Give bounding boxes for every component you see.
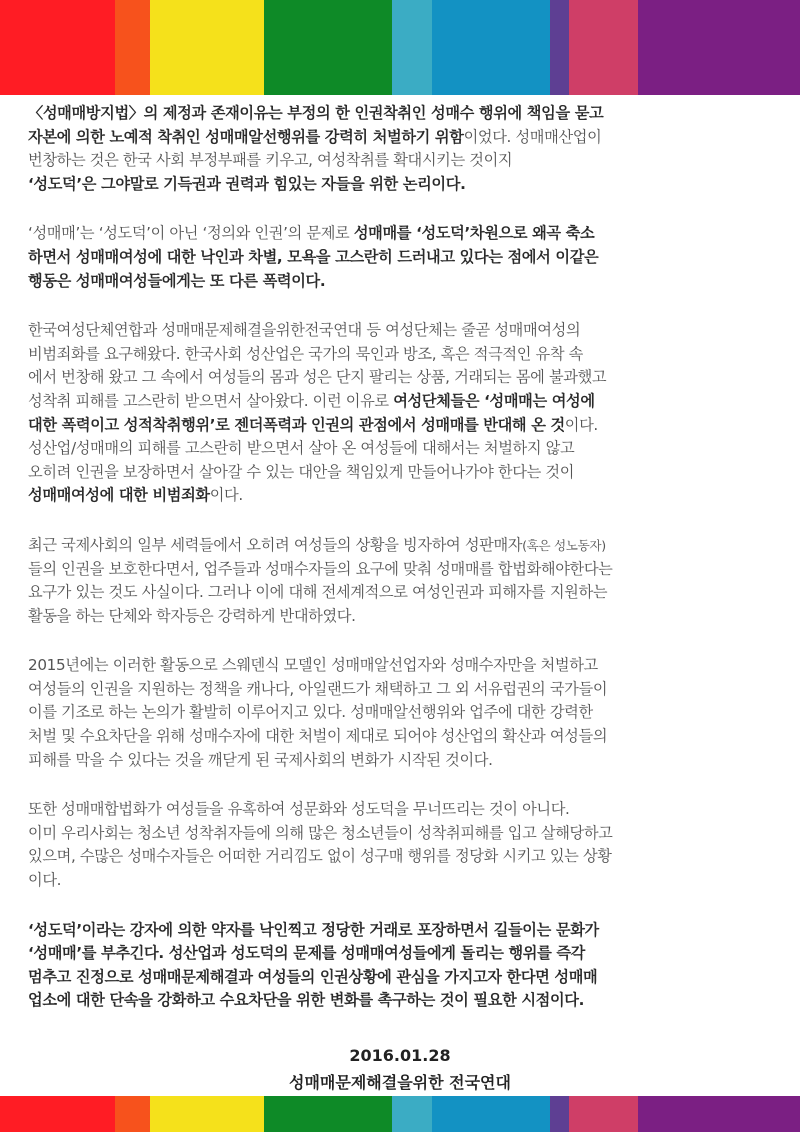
body-text: 들의 인권을 보호한다면서, 업주들과 성매수자들의 요구에 맞춰 성매매를 합법화해야한다는 — [28, 559, 613, 578]
text-line — [28, 534, 778, 558]
paragraph — [28, 919, 778, 1013]
stripe-band — [392, 1096, 432, 1132]
emphasized-text: 하면서 성매매여성에 대한 낙인과 차별, 모욕을 고스란히 드러내고 있다는 점에서 이같은 — [28, 247, 599, 266]
emphasized-text: 여성단체들은 ‘성매매는 여성에 — [393, 391, 595, 410]
stripe-band — [0, 1096, 115, 1132]
body-text: (혹은 성노동자) — [522, 537, 606, 553]
body-text: 번창하는 것은 한국 사회 부정부패를 키우고, 여성착취를 확대시키는 것이지 — [28, 151, 513, 170]
emphasized-text: 대한 폭력이고 성적착취행위’로 젠더폭력과 인권의 관점에서 성매매를 반대해 온 것 — [28, 415, 565, 434]
text-line — [28, 343, 778, 367]
stripe-band — [569, 0, 638, 95]
emphasized-text: 멈추고 진정으로 성매매문제해결과 여성들의 인권상황에 관심을 가지고자 한다면 성매매 — [28, 967, 598, 986]
body-text: 성산업/성매매의 피해를 고스란히 받으면서 살아 온 여성들에 대해서는 처벌하지 않고 — [28, 439, 575, 458]
text-line — [28, 654, 778, 678]
rainbow-stripe-top — [0, 0, 800, 95]
text-line — [28, 319, 778, 343]
text-line — [28, 725, 778, 749]
paragraph — [28, 654, 778, 772]
stripe-band — [0, 0, 115, 95]
body-text: 2015년에는 이러한 활동으로 스웨덴식 모델인 성매매알선업자와 성매수자만을 처벌하고 — [28, 656, 598, 675]
body-text: 이다. — [28, 871, 62, 890]
emphasized-text: ‘성도덕’이라는 강자에 의한 약자를 낙인찍고 정당한 거래로 포장하면서 길들이는 문화가 — [28, 920, 599, 939]
body-text: 피해를 막을 수 있다는 것을 깨닫게 된 국제사회의 변화가 시작된 것이다. — [28, 750, 493, 769]
statement-body — [28, 102, 778, 1039]
body-text: 비범죄화를 요구해왔다. 한국사회 성산업은 국가의 묵인과 방조, 혹은 적극적인 유착 속 — [28, 344, 583, 363]
emphasized-text: 〈성매매방지법〉의 제정과 존재이유는 부정의 한 인권착취인 성매수 행위에 책임을 묻고 — [28, 104, 604, 122]
body-text: 있으며, 수많은 성매수자들은 어떠한 거리낌도 없이 성구매 행위를 정당화 시키고 있는 상황 — [28, 847, 612, 866]
text-line — [28, 749, 778, 773]
text-line — [28, 173, 778, 197]
stripe-band — [432, 0, 550, 95]
body-text: 요구가 있는 것도 사실이다. 그러나 이에 대해 전세계적으로 여성인권과 피해자를 지원하는 — [28, 583, 608, 602]
text-line — [28, 126, 778, 150]
text-line — [28, 366, 778, 390]
stripe-band — [264, 0, 392, 95]
stripe-band — [150, 0, 264, 95]
body-text: 이다. — [209, 486, 243, 505]
body-text: 처벌 및 수요차단을 위해 성매수자에 대한 처벌이 제대로 되어야 성산업의 확산과 여성들의 — [28, 727, 608, 746]
stripe-band — [638, 0, 800, 95]
stripe-band — [550, 0, 569, 95]
text-line — [28, 678, 778, 702]
body-text: 이다. — [564, 415, 598, 434]
emphasized-text: 행동은 성매매여성들에게는 또 다른 폭력이다. — [28, 271, 326, 290]
text-line — [28, 701, 778, 725]
stripe-band — [638, 1096, 800, 1132]
text-line — [28, 919, 778, 943]
paragraph — [28, 222, 778, 293]
stripe-band — [150, 1096, 264, 1132]
text-line — [28, 484, 778, 508]
body-text: 여성들의 인권을 지원하는 정책을 캐나다, 아일랜드가 채택하고 그 외 서유럽권의 국가들이 — [28, 679, 608, 698]
text-line — [28, 437, 778, 461]
body-text: 최근 국제사회의 일부 세력들에서 오히려 여성들의 상황을 빙자하여 성판매자 — [28, 535, 523, 554]
emphasized-text: 성매매를 ‘성도덕’차원으로 왜곡 축소 — [353, 224, 595, 243]
text-line — [28, 414, 778, 438]
paragraph — [28, 102, 778, 196]
text-line — [28, 798, 778, 822]
stripe-band — [432, 1096, 550, 1132]
emphasized-text: 성매매여성에 대한 비범죄화 — [28, 486, 210, 505]
text-line — [28, 270, 778, 294]
text-line — [28, 581, 778, 605]
emphasized-text: 자본에 의한 노예적 착취인 성매매알선행위를 강력히 처벌하기 위함 — [28, 127, 464, 146]
text-line — [28, 246, 778, 270]
stripe-band — [569, 1096, 638, 1132]
text-line — [28, 966, 778, 990]
text-line — [28, 461, 778, 485]
stripe-band — [392, 0, 432, 95]
text-line — [28, 149, 778, 173]
paragraph — [28, 798, 778, 892]
text-line — [28, 989, 778, 1013]
body-text: 이를 기조로 하는 논의가 활발히 이루어지고 있다. 성매매알선행위와 업주에 대한 강력한 — [28, 703, 593, 722]
body-text: 성착취 피해를 고스란히 받으면서 살아왔다. 이런 이유로 — [28, 391, 394, 410]
statement-date: 2016.01.28 — [349, 1046, 451, 1065]
text-line — [28, 390, 778, 414]
text-line — [28, 222, 778, 246]
body-text: 이미 우리사회는 청소년 성착취자들에 의해 많은 청소년들이 성착취피해를 입고 살해당하고 — [28, 823, 613, 842]
stripe-band — [264, 1096, 392, 1132]
body-text: ‘성매매’는 ‘성도덕’이 아닌 ‘정의와 인권’의 문제로 — [28, 224, 354, 243]
text-line — [28, 822, 778, 846]
text-line — [28, 869, 778, 893]
text-line — [28, 558, 778, 582]
body-text: 오히려 인권을 보장하면서 살아갈 수 있는 대안을 책임있게 만들어나가야 한다는 것이 — [28, 462, 575, 481]
stripe-band — [550, 1096, 569, 1132]
paragraph — [28, 534, 778, 628]
stripe-band — [115, 1096, 150, 1132]
text-line — [28, 605, 778, 629]
body-text: 활동을 하는 단체와 학자등은 강력하게 반대하였다. — [28, 606, 356, 625]
body-text: 에서 번창해 왔고 그 속에서 여성들의 몸과 성은 단지 팔리는 상품, 거래되는 몸에 불과했고 — [28, 368, 607, 387]
rainbow-stripe-bottom — [0, 1096, 800, 1132]
paragraph — [28, 319, 778, 508]
organization-name: 성매매문제해결을위한 전국연대 — [289, 1073, 511, 1092]
text-line — [28, 845, 778, 869]
text-line — [28, 102, 778, 126]
text-line — [28, 942, 778, 966]
emphasized-text: ‘성도덕’은 그야말로 기득권과 권력과 힘있는 자들을 위한 논리이다. — [28, 174, 466, 193]
stripe-band — [115, 0, 150, 95]
body-text: 또한 성매매합법화가 여성들을 유혹하여 성문화와 성도덕을 무너뜨리는 것이 아니다. — [28, 800, 570, 819]
emphasized-text: ‘성매매’를 부추긴다. 성산업과 성도덕의 문제를 성매매여성들에게 돌리는 행위를 즉각 — [28, 944, 585, 963]
body-text: 한국여성단체연합과 성매매문제해결을위한전국연대 등 여성단체는 줄곧 성매매여성의 — [28, 321, 581, 340]
emphasized-text: 업소에 대한 단속을 강화하고 수요차단을 위한 변화를 촉구하는 것이 필요한 시점이다. — [28, 991, 585, 1010]
body-text: 이었다. 성매매산업이 — [463, 127, 602, 146]
